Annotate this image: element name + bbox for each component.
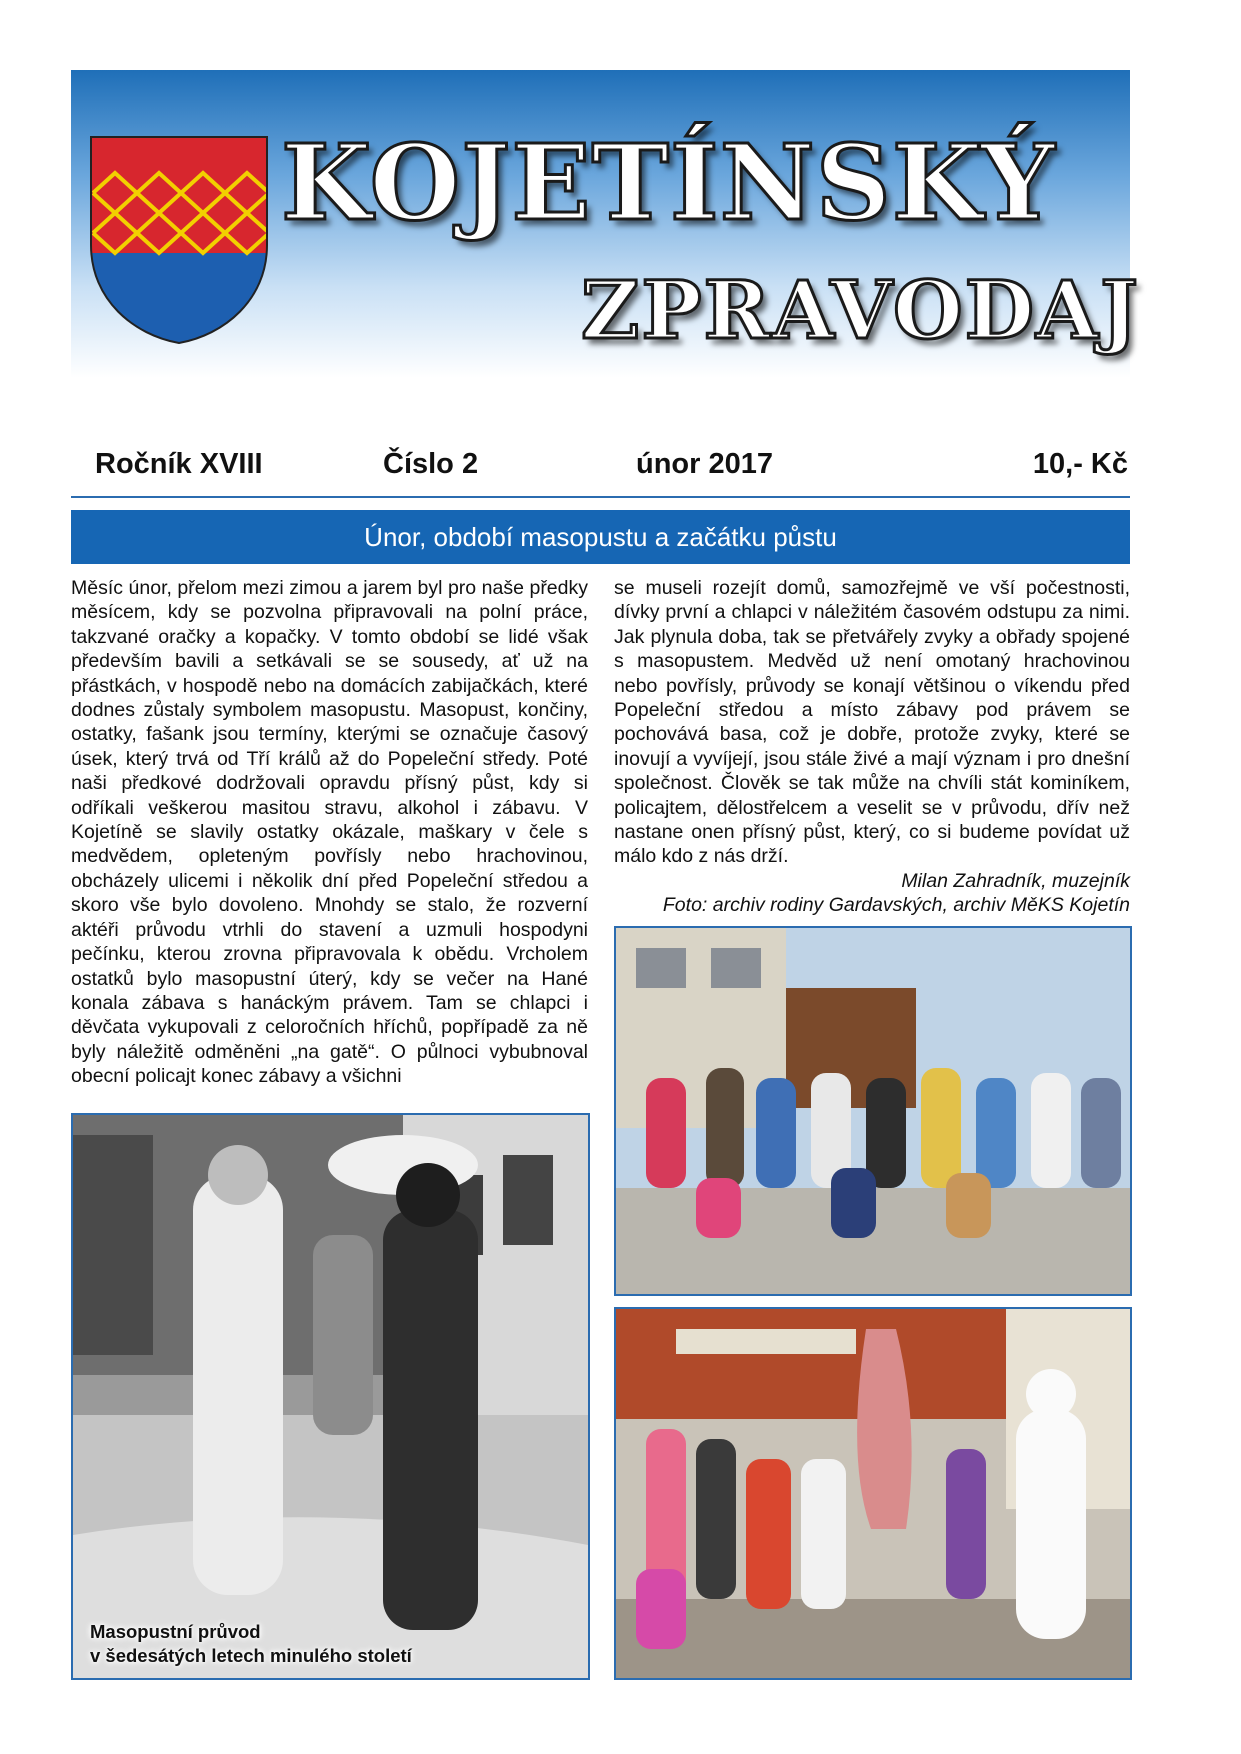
- article-headline: Únor, období masopustu a začátku půstu: [71, 510, 1130, 564]
- historic-carnival-photo: [71, 1113, 590, 1680]
- title-line-2: ZPRAVODAJ: [581, 263, 1140, 357]
- coat-of-arms-icon: [89, 135, 269, 345]
- carnival-group-photo: [614, 926, 1132, 1296]
- issue-volume: Ročník XVIII: [95, 448, 263, 480]
- article-column-right: [614, 576, 1130, 918]
- historic-photo-caption: [90, 1620, 412, 1668]
- carnival-pig-roast-photo: [614, 1307, 1132, 1680]
- issue-number: Číslo 2: [383, 448, 479, 480]
- article-paragraph-right: se museli rozejít domů, samozřejmě ve vší počestnosti, dívky první a chlapci v náležitém časovém odstupu za nimi. Jak plynula doba, tak se přetvářely zvyky a obřady spojené s masopustem. Medvěd už není omotaný hrachovinou nebo povřísly, průvody se konají většinou o víkendu před Popeleční středou a místo zábavy pod právem se pochovává basa, což je dobře, protože zvyky, které se inovují a vyvíjejí, jsou stále živé a mají význam i pro dnešní společnost. Člověk se tak může na chvíli stát kominíkem, policajtem, dělostřelcem a veselit se v průvodu, dřív než nastane onen přísný půst, který, co si budeme povídat už málo kdo z nás drží.: [614, 577, 1130, 868]
- title-line-1: KOJETÍNSKÝ: [281, 121, 1056, 244]
- article-column-left: [71, 576, 588, 1089]
- photo-credit: Foto: archiv rodiny Gardavských, archiv MěKS Kojetín: [662, 894, 1130, 917]
- caption-line-1: Masopustní průvod: [90, 1621, 261, 1642]
- masthead: [71, 70, 1140, 420]
- issue-date: únor 2017: [636, 448, 773, 480]
- issue-info-bar: [71, 440, 1130, 498]
- article-paragraph-left: Měsíc únor, přelom mezi zimou a jarem byl pro naše předky měsícem, kdy se pozvolna připravovali na polní práce, takzvané oračky a kopačky. V tomto období se lidé však především bavili a setkávali se se sousedy, ať už na přástkách, v hospodě nebo na domácích zabijačkách, které dodnes zůstaly symbolem masopustu. Masopust, končiny, ostatky, fašank jsou termíny, kterými se označuje časový úsek, který trvá od Tří králů až do Popeleční středy. Poté naši předkové dodržovali opravdu přísný půst, kdy si odříkali veškerou masitou stravu, alkohol i zábavu. V Kojetíně se slavily ostatky okázale, maškary v čele s medvědem, opleteným povřísly nebo hrachovinou, obcházely ulicemi i několik dní před Popeleční středou a skoro vše bylo dovoleno. Mnohdy se stalo, že rozverní aktéři průvodu vtrhli do stavení a uzmuli hospodyni pečínku, kterou zrovna připravovala k obědu. Vrcholem ostatků bylo masopustní úterý, kdy se večer na Hané konala zábava s hanáckým právem. Tam se chlapci i děvčata vykupovali z celoročních hříchů, popřípadě za ně byly náležitě odměněni „na gatě“. O půlnoci vybubnoval obecní policajt konec zábavy a všichni: [71, 577, 588, 1088]
- article-author: Milan Zahradník, muzejník: [901, 869, 1130, 892]
- issue-price: 10,- Kč: [1032, 448, 1128, 480]
- caption-line-2: v šedesátých letech minulého století: [90, 1645, 412, 1666]
